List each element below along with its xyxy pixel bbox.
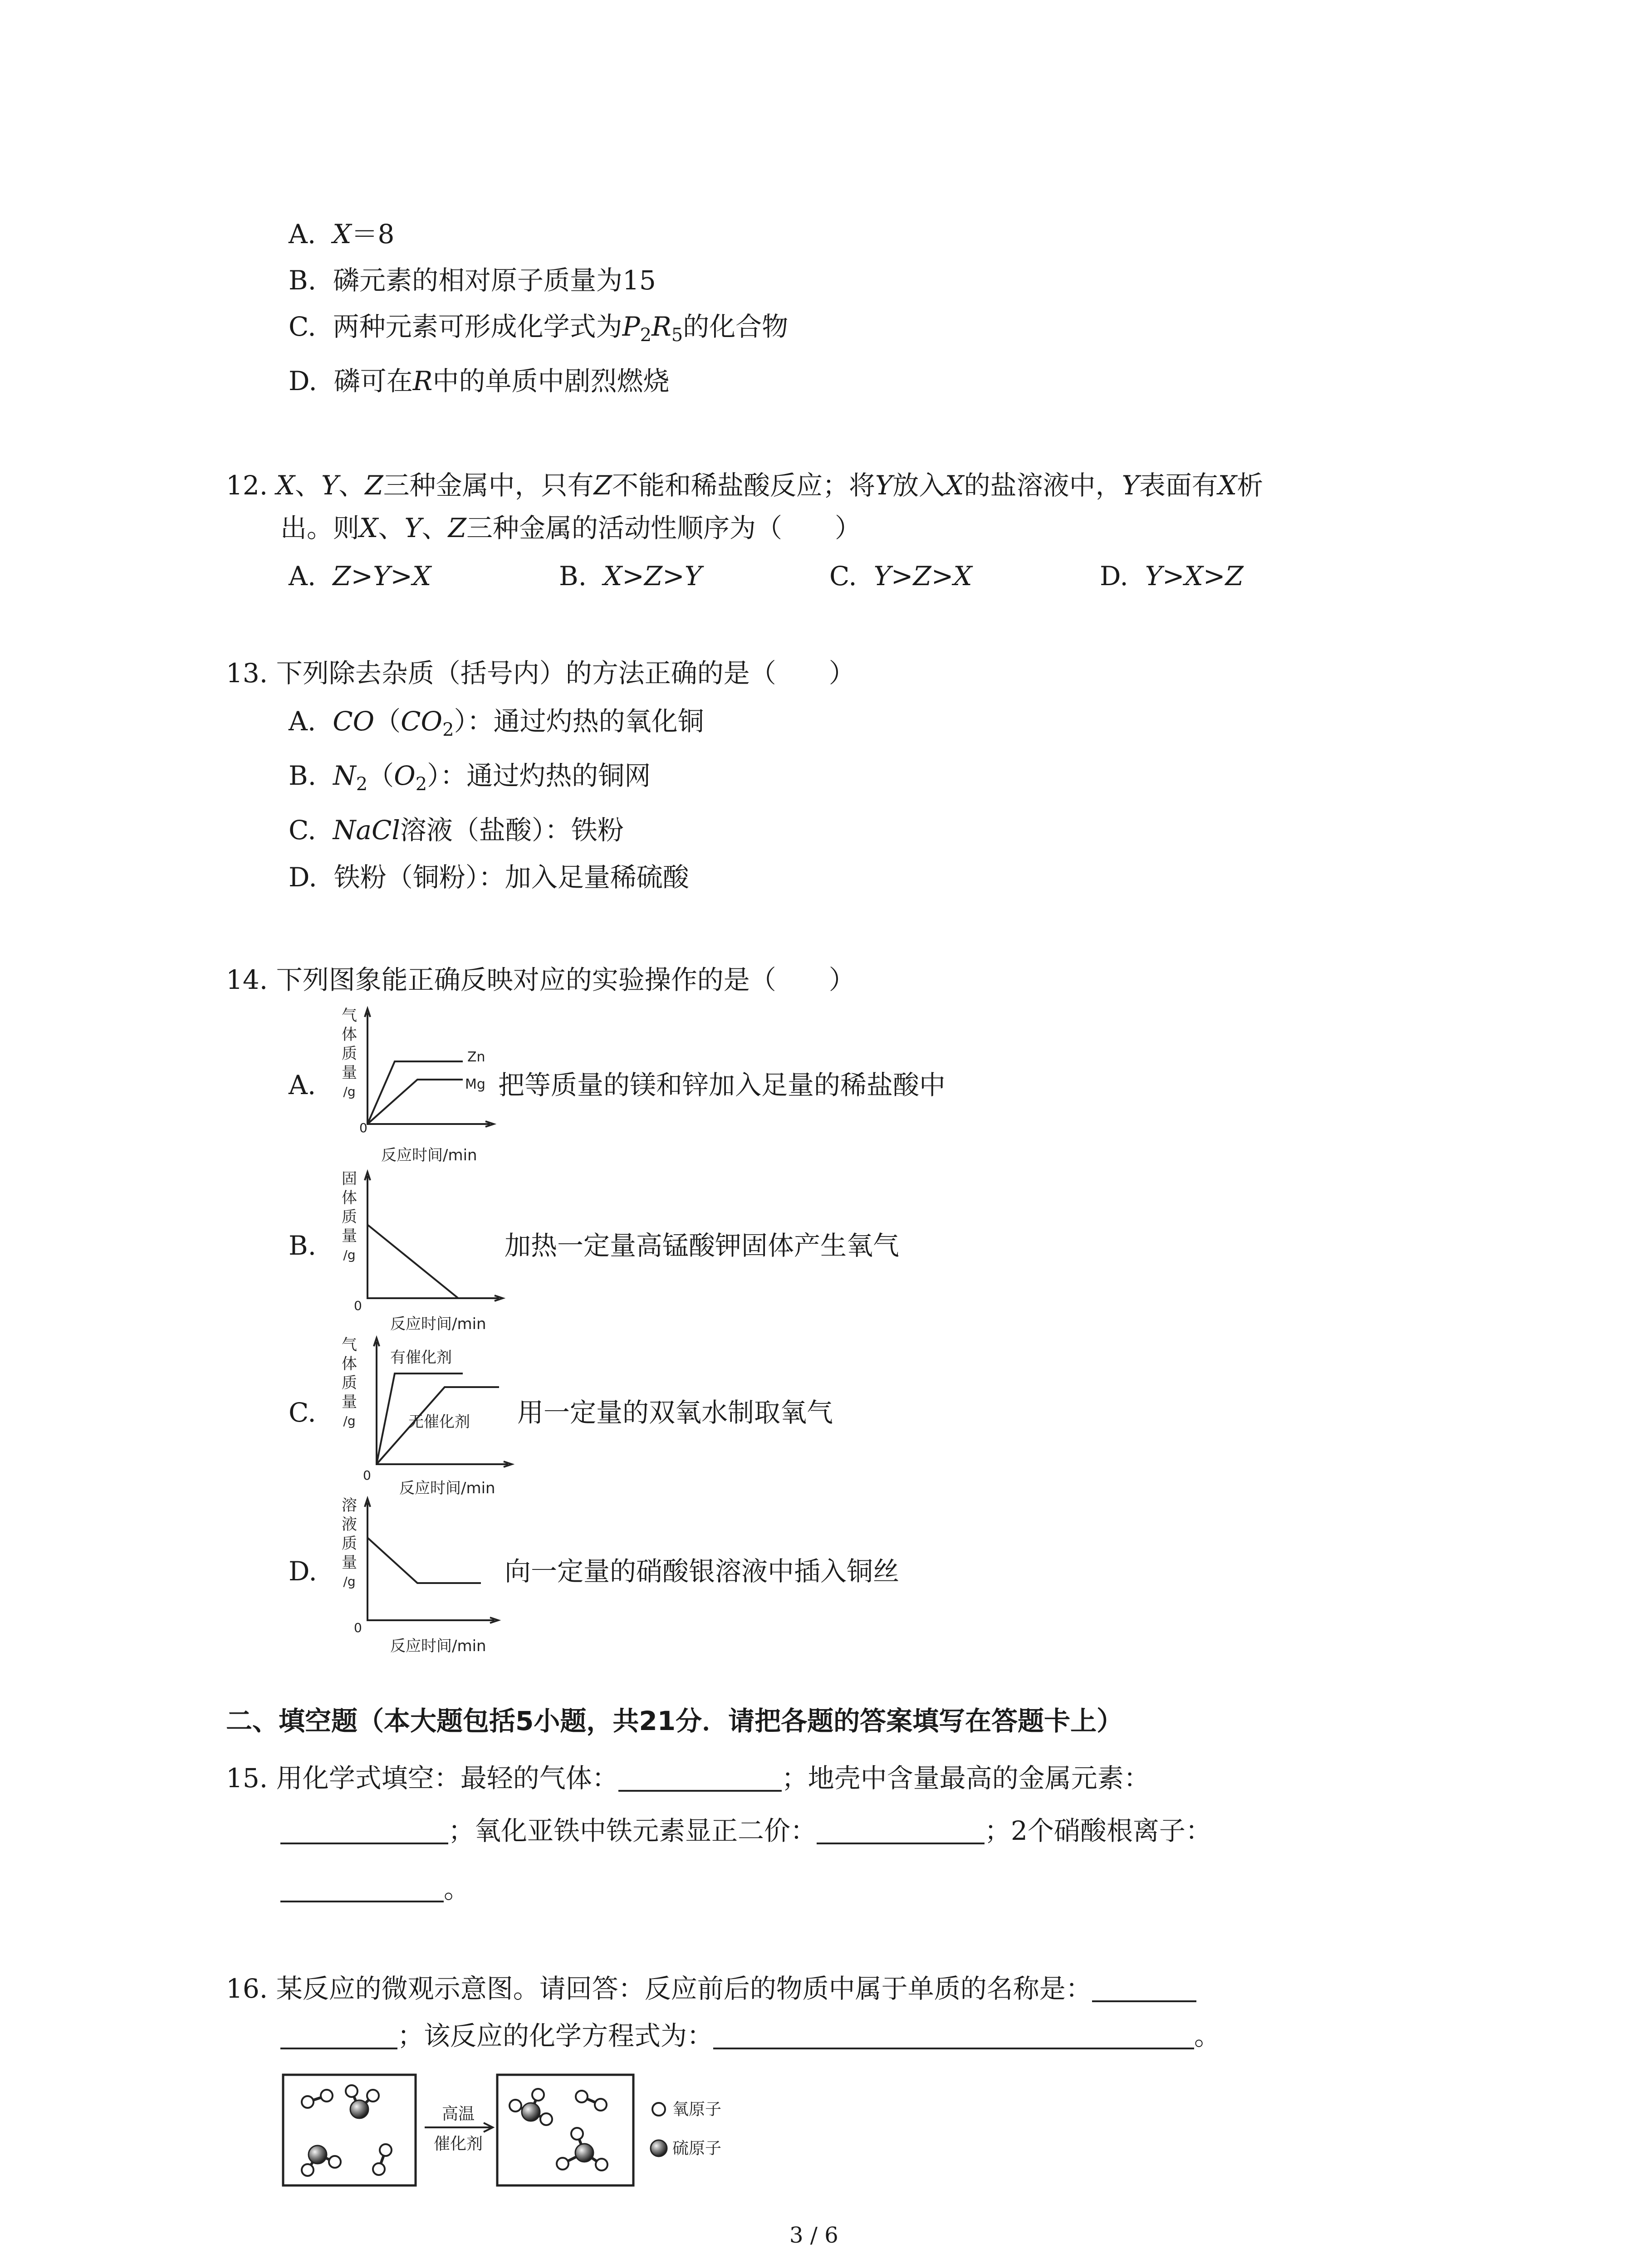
svg-text:气: 气 xyxy=(342,1336,357,1354)
svg-text:量: 量 xyxy=(342,1554,357,1572)
q12-option-c: C. Y>Z>X xyxy=(829,561,972,591)
svg-text:0: 0 xyxy=(354,1620,362,1635)
q13-option-b: B. $N_2(O_2)$：通过灼热的铜网 xyxy=(289,760,651,795)
q16-line1: 16. 某反应的微观示意图。请回答：反应前后的物质中属于单质的名称是： xyxy=(226,1970,1196,2007)
svg-text:无催化剂: 无催化剂 xyxy=(408,1413,470,1431)
svg-text:/g: /g xyxy=(343,1084,356,1099)
svg-text:体: 体 xyxy=(342,1026,357,1044)
q15-line3: 。 xyxy=(280,1871,470,1907)
q15-blank-4[interactable] xyxy=(280,1872,444,1902)
q14-option-a-text: 把等质量的镁和锌加入足量的稀盐酸中 xyxy=(498,1070,946,1100)
svg-text:量: 量 xyxy=(342,1064,357,1082)
svg-text:0: 0 xyxy=(354,1298,362,1313)
svg-text:/g: /g xyxy=(343,1247,356,1262)
svg-text:体: 体 xyxy=(342,1355,357,1373)
arrow-condition-bottom: 催化剂 xyxy=(433,2135,483,2153)
q13-option-d: D. 铁粉（铜粉）：加入足量稀硫酸 xyxy=(289,862,689,893)
svg-text:反应时间/min: 反应时间/min xyxy=(390,1637,486,1655)
q14-option-c-letter: C. xyxy=(289,1397,316,1428)
q16-line2: ；该反应的化学方程式为： 。 xyxy=(280,2018,1220,2054)
svg-text:Mg: Mg xyxy=(465,1076,485,1092)
q14-option-a-letter: A. xyxy=(289,1070,316,1100)
q12-stem-line1: 12. X、Y、Z三种金属中，只有Z不能和稀盐酸反应；将Y放入X的盐溶液中，Y表面有X析 xyxy=(226,470,1264,501)
svg-text:体: 体 xyxy=(342,1189,357,1207)
reaction-diagram xyxy=(281,2068,780,2191)
svg-text:溶: 溶 xyxy=(342,1496,357,1515)
q12-stem-line2: 出。则X、Y、Z三种金属的活动性顺序为（ ） xyxy=(280,513,861,543)
legend-sulfur: 硫原子 xyxy=(672,2139,722,2158)
svg-text:气: 气 xyxy=(342,1007,357,1025)
svg-text:反应时间/min: 反应时间/min xyxy=(399,1479,495,1497)
page-number: 3 / 6 xyxy=(789,2223,838,2248)
q11-option-d: D. 磷可在R中的单质中剧烈燃烧 xyxy=(289,366,670,396)
q14-option-b-text: 加热一定量高锰酸钾固体产生氧气 xyxy=(505,1230,900,1261)
svg-text:量: 量 xyxy=(342,1393,357,1411)
graph-c xyxy=(327,1332,517,1497)
graph-b xyxy=(327,1166,508,1334)
q15-line2: ；氧化亚铁中铁元素显正二价： ；2个硝酸根离子： xyxy=(280,1813,1212,1849)
q15-blank-2[interactable] xyxy=(280,1814,448,1844)
q15-blank-1[interactable] xyxy=(618,1762,782,1792)
svg-text:量: 量 xyxy=(342,1227,357,1245)
svg-text:固: 固 xyxy=(342,1170,357,1188)
q13-option-a: A. $CO(CO_2)$：通过灼热的氧化铜 xyxy=(289,706,704,740)
q12-option-b: B. X>Z>Y xyxy=(559,561,702,591)
svg-text:质: 质 xyxy=(342,1374,357,1392)
arrow-condition-top: 高温 xyxy=(441,2105,475,2123)
svg-text:反应时间/min: 反应时间/min xyxy=(381,1146,477,1164)
svg-text:液: 液 xyxy=(342,1515,357,1534)
q11-option-b: B. 磷元素的相对原子质量为15 xyxy=(289,265,656,296)
svg-text:0: 0 xyxy=(359,1120,367,1135)
svg-text:反应时间/min: 反应时间/min xyxy=(390,1315,486,1333)
q14-option-b-letter: B. xyxy=(289,1230,317,1261)
q11-option-a: A. X＝8 xyxy=(289,219,395,249)
svg-text:质: 质 xyxy=(342,1045,357,1063)
svg-text:质: 质 xyxy=(342,1535,357,1553)
sulfur-atom-legend-icon xyxy=(651,2140,667,2156)
svg-text:有催化剂: 有催化剂 xyxy=(390,1349,452,1367)
legend-oxygen: 氧原子 xyxy=(672,2100,722,2119)
q16-blank-2[interactable] xyxy=(280,2019,397,2049)
q16-blank-1[interactable] xyxy=(1092,1972,1196,2002)
svg-text:0: 0 xyxy=(363,1468,371,1483)
q15-blank-3[interactable] xyxy=(817,1814,985,1844)
graph-d xyxy=(327,1492,508,1657)
q14-option-d-text: 向一定量的硝酸银溶液中插入铜丝 xyxy=(505,1556,900,1587)
q14-option-c-text: 用一定量的双氧水制取氧气 xyxy=(517,1397,833,1428)
q12-option-d: D. Y>X>Z xyxy=(1100,561,1244,591)
q14-stem: 14. 下列图象能正确反映对应的实验操作的是（ ） xyxy=(226,964,855,995)
svg-text:/g: /g xyxy=(343,1574,356,1589)
section-heading: 二、填空题（本大题包括5小题，共21分．请把各题的答案填写在答题卡上） xyxy=(226,1706,1123,1736)
graph-a xyxy=(327,1002,499,1166)
q15-line1: 15. 用化学式填空：最轻的气体： ；地壳中含量最高的金属元素： xyxy=(226,1763,1150,1794)
svg-text:质: 质 xyxy=(342,1208,357,1226)
q13-option-c: C. NaCl溶液（盐酸）：铁粉 xyxy=(289,815,624,846)
q13-stem: 13. 下列除去杂质（括号内）的方法正确的是（ ） xyxy=(226,658,855,689)
q16-blank-3[interactable] xyxy=(713,2019,1194,2049)
q12-option-a: A. Z>Y>X xyxy=(289,561,431,591)
svg-text:Zn: Zn xyxy=(467,1049,485,1065)
q14-option-d-letter: D. xyxy=(289,1556,317,1587)
svg-text:/g: /g xyxy=(343,1413,356,1428)
oxygen-atom-legend-icon xyxy=(652,2103,665,2116)
q11-option-c: C. 两种元素可形成化学式为$P_2R_5$的化合物 xyxy=(289,311,789,346)
